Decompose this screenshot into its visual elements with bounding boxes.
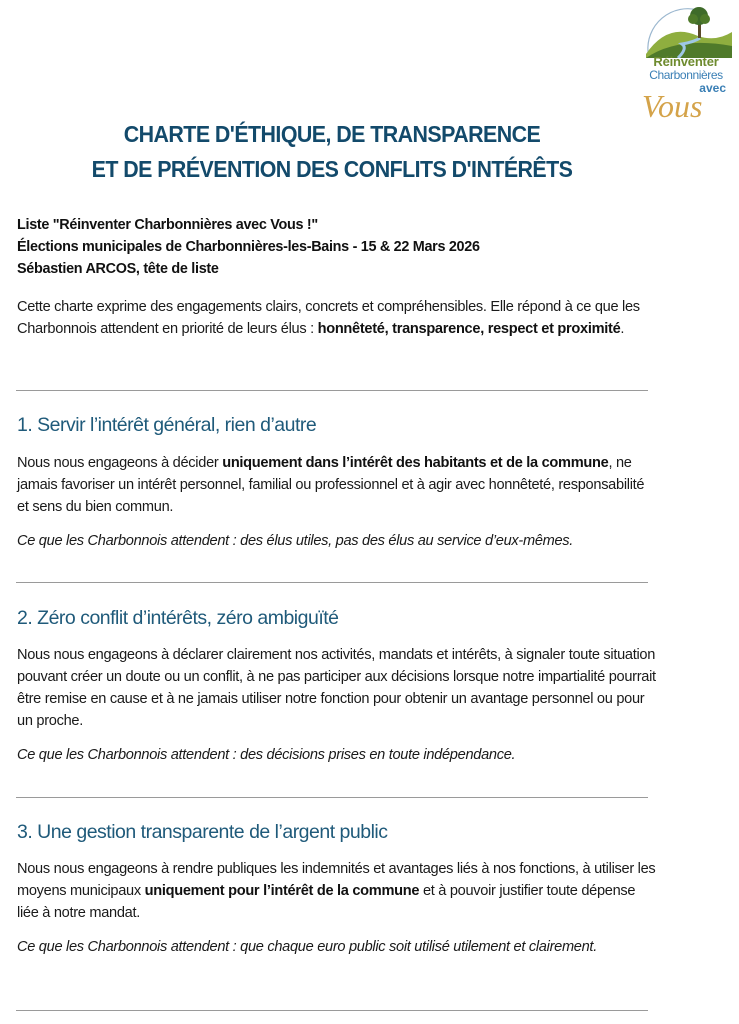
body-text: Nous nous engageons à décider [17, 455, 223, 471]
intro-paragraph [17, 296, 657, 340]
section-divider [16, 582, 648, 583]
section-3-expectation: Ce que les Charbonnois attendent : que chaque euro public soit utilisé utilement et clairement. [17, 939, 597, 955]
intro-end: . [620, 321, 625, 337]
section-divider [16, 390, 648, 391]
intro-emphasis: honnêteté, transparence, respect et proximité [317, 321, 621, 337]
section-3-body [17, 858, 657, 924]
logo-text-reinventer: Réinventer [653, 54, 719, 69]
election-info: Élections municipales de Charbonnières-les-Bains - 15 & 22 Mars 2026 [17, 239, 480, 255]
body-emphasis: uniquement pour l’intérêt de la commune [144, 883, 420, 899]
logo-text-avec: avec [699, 81, 726, 95]
landscape-tree-icon [638, 2, 734, 58]
section-divider [16, 1010, 648, 1011]
section-1-heading: 1. Servir l’intérêt général, rien d’autre [17, 414, 317, 436]
logo-text-vous: Vous [642, 88, 703, 124]
body-text: , ne jamais favoriser un intérêt personnel, familial ou professionnel et à agir avec honnêteté, responsabilité et sens du bien commun. [17, 455, 645, 515]
campaign-logo [638, 2, 734, 126]
title-line-1: CHARTE D'ÉTHIQUE, DE TRANSPARENCE [123, 121, 541, 147]
body-emphasis: uniquement dans l’intérêt des habitants et de la commune [222, 455, 609, 471]
section-1-body [17, 452, 657, 518]
body-text: Nous nous engageons à rendre publiques les indemnités et avantages liés à nos fonctions, à utiliser les moyens municipaux [17, 861, 656, 899]
list-info [17, 214, 657, 280]
page-title [0, 117, 664, 187]
section-2-expectation: Ce que les Charbonnois attendent : des décisions prises en toute indépendance. [17, 747, 516, 763]
list-head: Sébastien ARCOS, tête de liste [17, 261, 219, 277]
body-text: et à pouvoir justifier toute dépense liée à notre mandat. [17, 883, 636, 921]
intro-text: Cette charte exprime des engagements clairs, concrets et compréhensibles. Elle répond à ce que les Charbonnois attendent en priorité de leurs élus : [17, 299, 640, 337]
title-line-2: ET DE PRÉVENTION DES CONFLITS D'INTÉRÊTS [91, 156, 573, 182]
section-2-heading: 2. Zéro conflit d’intérêts, zéro ambiguïté [17, 607, 339, 629]
section-2-body [17, 644, 657, 732]
logo-text-charbonnieres: Charbonnières [649, 68, 723, 82]
section-divider [16, 797, 648, 798]
list-name: Liste "Réinventer Charbonnières avec Vous !" [17, 217, 318, 233]
section-1-expectation: Ce que les Charbonnois attendent : des élus utiles, pas des élus au service d’eux-mêmes. [17, 533, 574, 549]
section-3-heading: 3. Une gestion transparente de l’argent public [17, 821, 388, 843]
body-text: Nous nous engageons à déclarer clairement nos activités, mandats et intérêts, à signaler toute situation pouvant créer un doute ou un conflit, à ne pas participer aux décisions lorsque notre impartialité pourrait être remise en cause et à ne jamais utiliser notre fonction pour obtenir un avantage personnel ou pour un proche. [17, 647, 656, 729]
